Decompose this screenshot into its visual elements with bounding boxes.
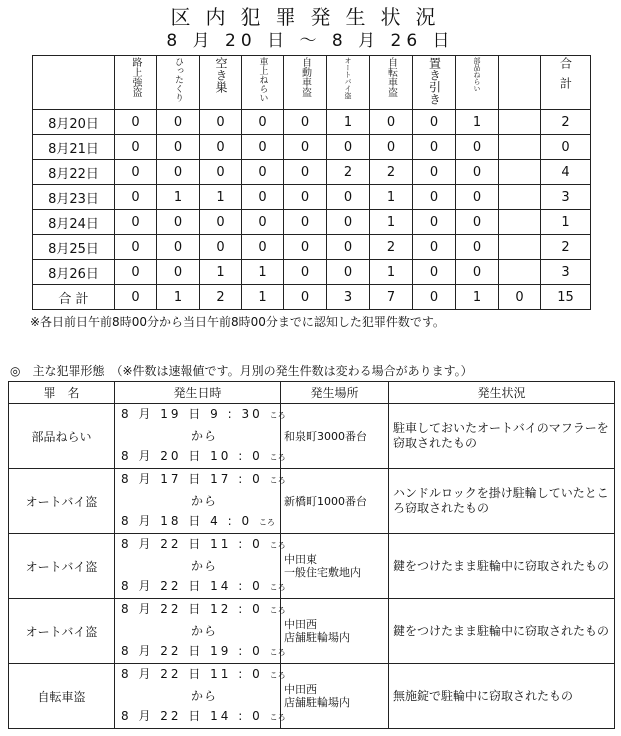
- case-koro: ころ: [269, 583, 286, 592]
- stats-header-date: [33, 56, 115, 110]
- stats-value-cell: 0: [413, 185, 456, 210]
- stats-total-row: [33, 285, 591, 310]
- stats-value-cell: 2: [370, 235, 413, 260]
- stats-total-cell: 1: [242, 285, 284, 310]
- stats-date-cell: 8月24日: [33, 210, 115, 235]
- case-status-cell: 鍵をつけたまま駐輪中に窃取されたもの: [389, 534, 615, 599]
- stats-value-cell: 0: [242, 110, 284, 135]
- case-end-time: 8 月 22 日 19 : 0: [121, 644, 263, 658]
- stats-value-cell: 0: [157, 260, 200, 285]
- case-row: [9, 599, 615, 664]
- stats-value-cell: 0: [284, 135, 327, 160]
- stats-value-cell: 0: [115, 135, 157, 160]
- stats-value-cell: 0: [284, 185, 327, 210]
- stats-value-cell: [499, 210, 541, 235]
- case-from: から: [191, 429, 218, 443]
- stats-value-cell: 0: [370, 135, 413, 160]
- case-start-time: 8 月 19 日 9 : 30: [121, 407, 263, 421]
- stats-value-cell: 0: [157, 210, 200, 235]
- case-place-line: 中田西: [284, 683, 317, 696]
- stats-date-cell: 8月21日: [33, 135, 115, 160]
- stats-date-cell: 8月20日: [33, 110, 115, 135]
- stats-col-header: オートバイ盗: [327, 56, 370, 110]
- case-place-cell: [281, 469, 389, 534]
- case-from: から: [191, 494, 218, 508]
- cases-header: 罪 名: [9, 382, 115, 404]
- stats-total-cell: 2: [200, 285, 242, 310]
- case-place-line: 新橋町1000番台: [284, 494, 367, 508]
- case-row: [9, 469, 615, 534]
- stats-value-cell: 0: [157, 135, 200, 160]
- stats-value-cell: 0: [115, 260, 157, 285]
- case-row: [9, 664, 615, 729]
- case-from: から: [191, 624, 218, 638]
- stats-value-cell: 0: [200, 235, 242, 260]
- case-place-line: 和泉町3000番台: [284, 429, 367, 443]
- stats-value-cell: 2: [541, 235, 591, 260]
- stats-value-cell: 0: [327, 185, 370, 210]
- case-koro: ころ: [269, 476, 286, 485]
- stats-value-cell: 0: [413, 135, 456, 160]
- case-start-time: 8 月 22 日 11 : 0: [121, 537, 263, 551]
- stats-value-cell: 0: [157, 160, 200, 185]
- stats-value-cell: 3: [541, 260, 591, 285]
- stats-row: [33, 260, 591, 285]
- stats-value-cell: 1: [370, 185, 413, 210]
- stats-row: [33, 135, 591, 160]
- stats-col-header: 車上ねらい: [242, 56, 284, 110]
- case-end-time: 8 月 22 日 14 : 0: [121, 579, 263, 593]
- stats-value-cell: 1: [541, 210, 591, 235]
- stats-value-cell: 0: [327, 210, 370, 235]
- case-datetime-cell: [115, 599, 286, 664]
- stats-value-cell: 0: [327, 135, 370, 160]
- crime-stats-table: [32, 55, 591, 310]
- case-status-cell: 駐車しておいたオートバイのマフラーを窃取されたもの: [389, 404, 615, 469]
- stats-col-header: ひったくり: [157, 56, 200, 110]
- case-place-cell: [281, 404, 389, 469]
- section-title: ◎ 主な犯罪形態 （※件数は速報値です。月別の発生件数は変わる場合があります。）: [10, 364, 473, 378]
- case-koro: ころ: [269, 411, 286, 420]
- stats-value-cell: 0: [200, 110, 242, 135]
- case-table: [8, 381, 615, 729]
- stats-value-cell: 0: [200, 160, 242, 185]
- stats-value-cell: 1: [327, 110, 370, 135]
- case-end-time: 8 月 20 日 10 : 0: [121, 449, 263, 463]
- stats-value-cell: [499, 235, 541, 260]
- case-crime-cell: 部品ねらい: [9, 404, 115, 469]
- stats-total-cell: 0: [115, 285, 157, 310]
- case-place-cell: [281, 599, 389, 664]
- stats-total-cell: 0: [499, 285, 541, 310]
- case-status-cell: 鍵をつけたまま駐輪中に窃取されたもの: [389, 599, 615, 664]
- stats-value-cell: 0: [200, 210, 242, 235]
- stats-value-cell: [499, 160, 541, 185]
- cases-header: 発生状況: [389, 382, 615, 404]
- stats-total-cell: 0: [413, 285, 456, 310]
- case-koro: ころ: [269, 606, 286, 615]
- stats-value-cell: 0: [413, 235, 456, 260]
- stats-value-cell: 0: [157, 235, 200, 260]
- cases-header-row: [9, 382, 615, 404]
- stats-value-cell: 0: [327, 235, 370, 260]
- stats-value-cell: 0: [413, 110, 456, 135]
- stats-note: ※各日前日午前8時00分から当日午前8時00分までに認知した犯罪件数です。: [30, 315, 445, 329]
- stats-value-cell: 0: [242, 235, 284, 260]
- case-end-time: 8 月 18 日 4 : 0: [121, 514, 253, 528]
- stats-value-cell: 0: [115, 160, 157, 185]
- stats-total-cell: 1: [456, 285, 499, 310]
- stats-value-cell: 0: [115, 210, 157, 235]
- stats-value-cell: 1: [370, 260, 413, 285]
- stats-value-cell: 0: [456, 260, 499, 285]
- stats-row: [33, 185, 591, 210]
- stats-date-cell: 8月22日: [33, 160, 115, 185]
- case-crime-cell: オートバイ盗: [9, 469, 115, 534]
- stats-date-cell: 8月23日: [33, 185, 115, 210]
- stats-value-cell: 0: [370, 110, 413, 135]
- case-koro: ころ: [269, 453, 286, 462]
- case-koro: ころ: [269, 648, 286, 657]
- stats-value-cell: 1: [370, 210, 413, 235]
- stats-value-cell: 1: [242, 260, 284, 285]
- case-crime-cell: 自転車盗: [9, 664, 115, 729]
- case-koro: ころ: [269, 713, 286, 722]
- stats-value-cell: 0: [456, 160, 499, 185]
- case-datetime-cell: [115, 469, 286, 534]
- stats-value-cell: 0: [456, 235, 499, 260]
- stats-value-cell: 1: [200, 260, 242, 285]
- stats-value-cell: 3: [541, 185, 591, 210]
- stats-value-cell: 0: [456, 210, 499, 235]
- case-start-time: 8 月 17 日 17 : 0: [121, 472, 263, 486]
- stats-col-header: 置き引き: [413, 56, 456, 110]
- case-datetime-cell: [115, 664, 286, 729]
- stats-value-cell: 0: [456, 185, 499, 210]
- stats-value-cell: [499, 110, 541, 135]
- case-place-line: 中田東: [284, 553, 317, 566]
- case-datetime-cell: [115, 404, 286, 469]
- stats-value-cell: 0: [115, 110, 157, 135]
- page-title: 区内犯罪発生状況: [170, 5, 451, 29]
- case-row: [9, 534, 615, 599]
- case-koro: ころ: [258, 518, 275, 527]
- stats-value-cell: 2: [327, 160, 370, 185]
- report-period: 8 月 20 日 〜 8 月 26 日: [166, 31, 455, 51]
- case-place-cell: [281, 664, 389, 729]
- stats-row: [33, 235, 591, 260]
- case-start-time: 8 月 22 日 12 : 0: [121, 602, 263, 616]
- cases-header: 発生日時: [115, 382, 281, 404]
- stats-total-label: 合 計: [33, 285, 115, 310]
- stats-value-cell: 1: [456, 110, 499, 135]
- stats-value-cell: 0: [242, 135, 284, 160]
- stats-value-cell: 0: [456, 135, 499, 160]
- stats-value-cell: 0: [242, 160, 284, 185]
- stats-value-cell: 0: [284, 110, 327, 135]
- case-status-cell: 無施錠で駐輪中に窃取されたもの: [389, 664, 615, 729]
- case-place-cell: [281, 534, 389, 599]
- stats-col-header: 自動車盗: [284, 56, 327, 110]
- stats-date-cell: 8月25日: [33, 235, 115, 260]
- case-datetime-cell: [115, 534, 286, 599]
- stats-total-cell: 7: [370, 285, 413, 310]
- case-start-time: 8 月 22 日 11 : 0: [121, 667, 263, 681]
- stats-value-cell: 0: [200, 135, 242, 160]
- stats-value-cell: 0: [284, 260, 327, 285]
- case-from: から: [191, 559, 218, 573]
- case-koro: ころ: [269, 541, 286, 550]
- case-row: [9, 404, 615, 469]
- stats-value-cell: 0: [284, 210, 327, 235]
- stats-value-cell: [499, 185, 541, 210]
- case-place-line: 中田西: [284, 618, 317, 631]
- stats-value-cell: 0: [284, 160, 327, 185]
- stats-value-cell: [499, 135, 541, 160]
- stats-value-cell: 0: [413, 160, 456, 185]
- case-koro: ころ: [269, 671, 286, 680]
- stats-row: [33, 160, 591, 185]
- stats-value-cell: 0: [327, 260, 370, 285]
- stats-total-cell: 15: [541, 285, 591, 310]
- stats-value-cell: 0: [242, 185, 284, 210]
- stats-value-cell: 2: [541, 110, 591, 135]
- stats-value-cell: 0: [115, 185, 157, 210]
- case-place-line: 店舗駐輪場内: [284, 696, 350, 709]
- stats-value-cell: 0: [284, 235, 327, 260]
- case-end-time: 8 月 22 日 14 : 0: [121, 709, 263, 723]
- stats-value-cell: [499, 260, 541, 285]
- stats-row: [33, 210, 591, 235]
- stats-col-header: [499, 56, 541, 110]
- case-crime-cell: オートバイ盗: [9, 599, 115, 664]
- stats-col-header: 部品ねらい: [456, 56, 499, 110]
- stats-value-cell: 1: [200, 185, 242, 210]
- stats-header-row: [33, 56, 591, 110]
- stats-value-cell: 0: [413, 210, 456, 235]
- stats-col-header-total: 合計: [541, 56, 591, 110]
- stats-value-cell: 0: [115, 235, 157, 260]
- stats-value-cell: 0: [541, 135, 591, 160]
- stats-col-header: 空き巣: [200, 56, 242, 110]
- stats-row: [33, 110, 591, 135]
- case-status-cell: ハンドルロックを掛け駐輪していたところ窃取されたもの: [389, 469, 615, 534]
- case-from: から: [191, 689, 218, 703]
- stats-date-cell: 8月26日: [33, 260, 115, 285]
- case-place-line: 一般住宅敷地内: [284, 566, 361, 579]
- stats-total-cell: 3: [327, 285, 370, 310]
- stats-value-cell: 0: [413, 260, 456, 285]
- cases-header: 発生場所: [281, 382, 389, 404]
- stats-col-header: 路上強盗: [115, 56, 157, 110]
- case-crime-cell: オートバイ盗: [9, 534, 115, 599]
- stats-total-cell: 1: [157, 285, 200, 310]
- stats-value-cell: 0: [242, 210, 284, 235]
- case-place-line: 店舗駐輪場内: [284, 631, 350, 644]
- stats-value-cell: 4: [541, 160, 591, 185]
- stats-total-cell: 0: [284, 285, 327, 310]
- stats-col-header: 自転車盗: [370, 56, 413, 110]
- stats-value-cell: 0: [157, 110, 200, 135]
- stats-value-cell: 2: [370, 160, 413, 185]
- stats-value-cell: 1: [157, 185, 200, 210]
